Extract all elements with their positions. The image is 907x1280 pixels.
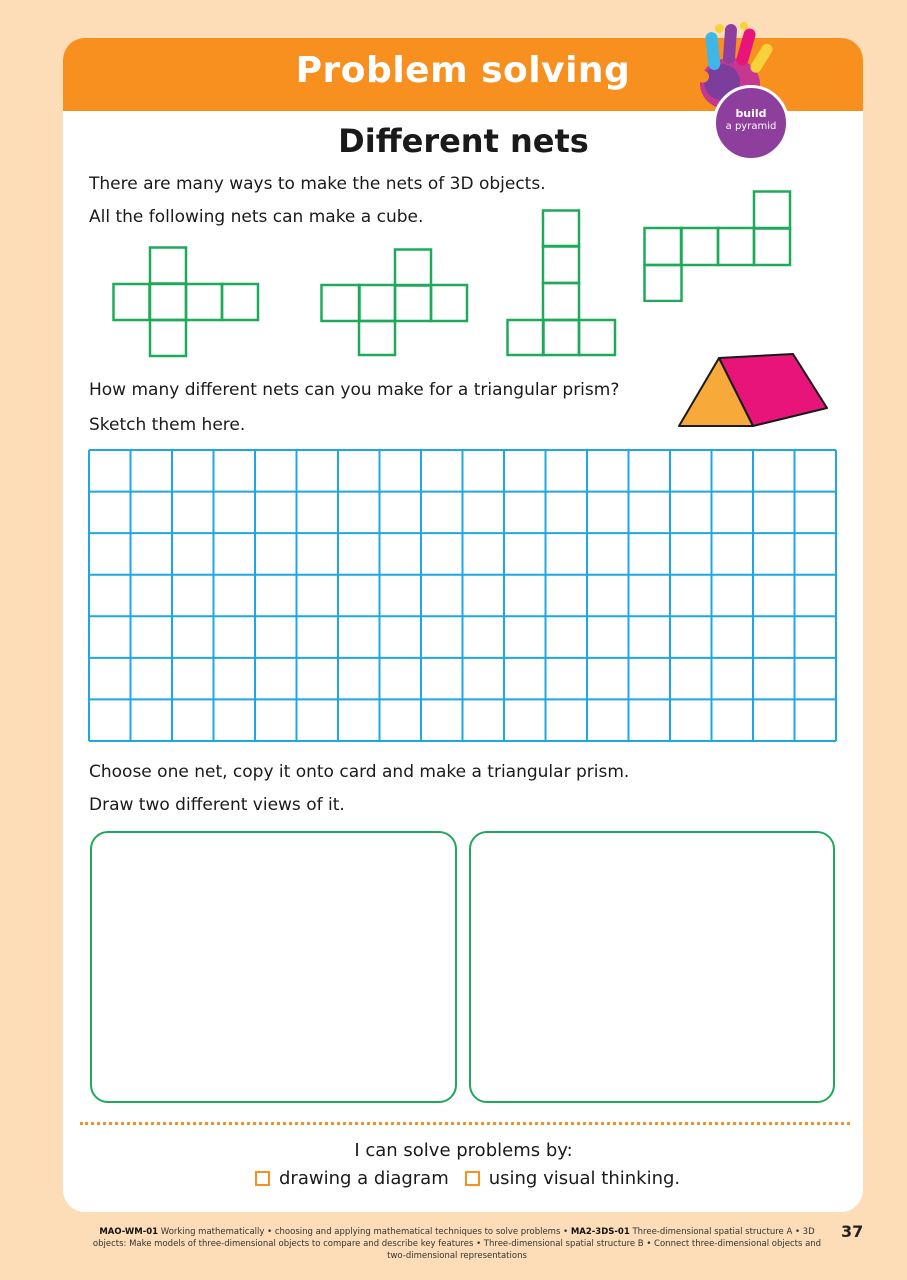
cube-net-4 [643, 190, 793, 302]
dotted-divider [80, 1122, 850, 1125]
badge-line1: build [735, 107, 767, 120]
option-label: using visual thinking. [488, 1168, 681, 1189]
question-text-2: Sketch them here. [89, 415, 246, 435]
checkbox-icon[interactable] [255, 1171, 270, 1186]
sketch-grid[interactable] [88, 449, 838, 743]
option-drawing-diagram[interactable] [255, 1168, 449, 1189]
curriculum-footer [92, 1226, 822, 1262]
page-number: 37 [841, 1222, 864, 1241]
page-heading: Different nets [338, 122, 589, 160]
view-drawing-box-2[interactable] [469, 831, 835, 1103]
triangular-prism-illustration [675, 350, 830, 432]
option-label: drawing a diagram [279, 1168, 449, 1189]
option-visual-thinking[interactable] [465, 1168, 680, 1189]
view-drawing-box-1[interactable] [90, 831, 457, 1103]
cube-net-1 [112, 246, 262, 358]
footer-text-2: Three-dimensional spatial structure A • 3D objects: Make models of three-dimensional objects to compare and describe key features • Three-dimensional spatial structure B • Connect three-dimensional objects and two-dimensional representations [92, 1227, 822, 1261]
intro-text-2: All the following nets can make a cube. [89, 207, 424, 227]
footer-code-2: MA2-3DS-01 [570, 1227, 630, 1237]
question-text-1: How many different nets can you make for a triangular prism? [89, 380, 620, 400]
self-assessment-options [255, 1168, 696, 1189]
footer-code-1: MAO-WM-01 [99, 1227, 159, 1237]
intro-text-1: There are many ways to make the nets of 3D objects. [89, 174, 546, 194]
self-assessment-title: I can solve problems by: [354, 1140, 573, 1161]
instruction-text-1: Choose one net, copy it onto card and make a triangular prism. [89, 762, 630, 782]
checkbox-icon[interactable] [465, 1171, 480, 1186]
badge-line2: a pyramid [725, 121, 777, 132]
footer-text-1: Working mathematically • choosing and applying mathematical techniques to solve problems • [158, 1227, 571, 1237]
banner-title: Problem solving [295, 50, 631, 91]
cube-net-2 [320, 248, 470, 358]
cube-net-3 [506, 209, 618, 357]
instruction-text-2: Draw two different views of it. [89, 795, 345, 815]
